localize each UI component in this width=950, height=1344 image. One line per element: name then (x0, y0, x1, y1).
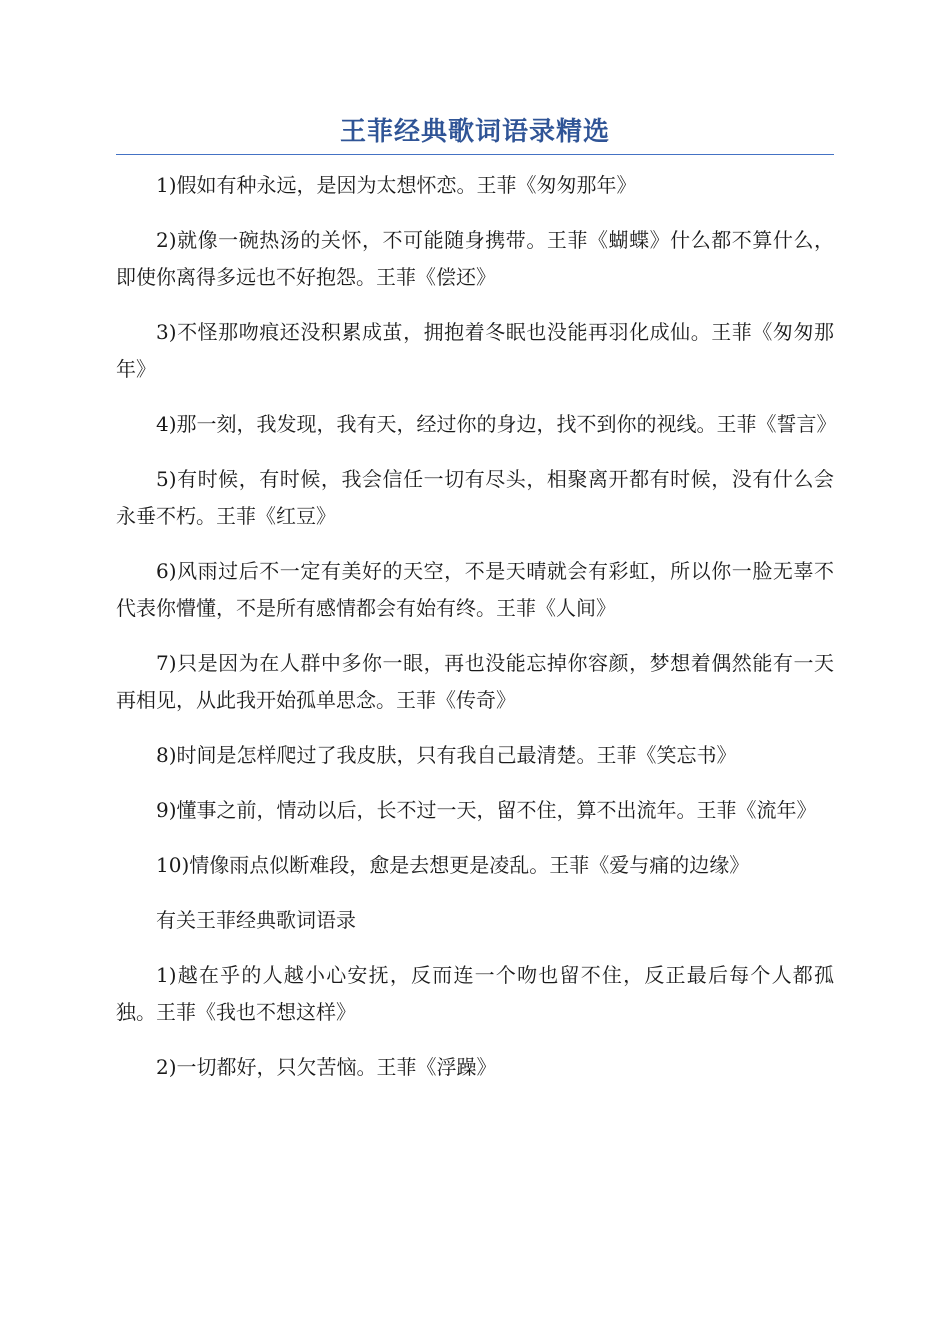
document-page (116, 110, 837, 1104)
lyric-paragraph: 4)那一刻，我发现，我有天，经过你的身边，找不到你的视线。王菲《誓言》 (156, 412, 837, 436)
document-title: 王菲经典歌词语录精选 (339, 117, 610, 147)
lyric-paragraph: 9)懂事之前，情动以后，长不过一天，留不住，算不出流年。王菲《流年》 (156, 798, 817, 822)
lyric-paragraph: 6)风雨过后不一定有美好的天空，不是天晴就会有彩虹，所以你一脸无辜不代表你懵懂，不是所有感情都会有始有终。王菲《人间》 (116, 559, 834, 620)
lyric-paragraph: 8)时间是怎样爬过了我皮肤，只有我自己最清楚。王菲《笑忘书》 (156, 743, 737, 767)
lyric-paragraph: 1)假如有种永远，是因为太想怀恋。王菲《匆匆那年》 (156, 173, 637, 197)
title-underline (116, 154, 834, 155)
lyric-paragraph: 2)就像一碗热汤的关怀，不可能随身携带。王菲《蝴蝶》什么都不算什么，即使你离得多远也不好抱怨。王菲《偿还》 (116, 228, 834, 289)
lyric-paragraph: 3)不怪那吻痕还没积累成茧，拥抱着冬眠也没能再羽化成仙。王菲《匆匆那年》 (116, 320, 834, 381)
lyric-paragraph: 5)有时候，有时候，我会信任一切有尽头，相聚离开都有时候，没有什么会永垂不朽。王菲《红豆》 (116, 467, 834, 528)
section-heading: 有关王菲经典歌词语录 (156, 908, 356, 932)
lyric-paragraph: 1)越在乎的人越小心安抚，反而连一个吻也留不住，反正最后每个人都孤独。王菲《我也不想这样》 (116, 963, 834, 1024)
lyric-paragraph: 10)情像雨点似断难段，愈是去想更是凌乱。王菲《爱与痛的边缘》 (156, 853, 750, 877)
lyric-paragraph: 2)一切都好，只欠苦恼。王菲《浮躁》 (156, 1055, 497, 1079)
lyric-paragraph: 7)只是因为在人群中多你一眼，再也没能忘掉你容颜，梦想着偶然能有一天再相见，从此我开始孤单思念。王菲《传奇》 (116, 651, 834, 712)
